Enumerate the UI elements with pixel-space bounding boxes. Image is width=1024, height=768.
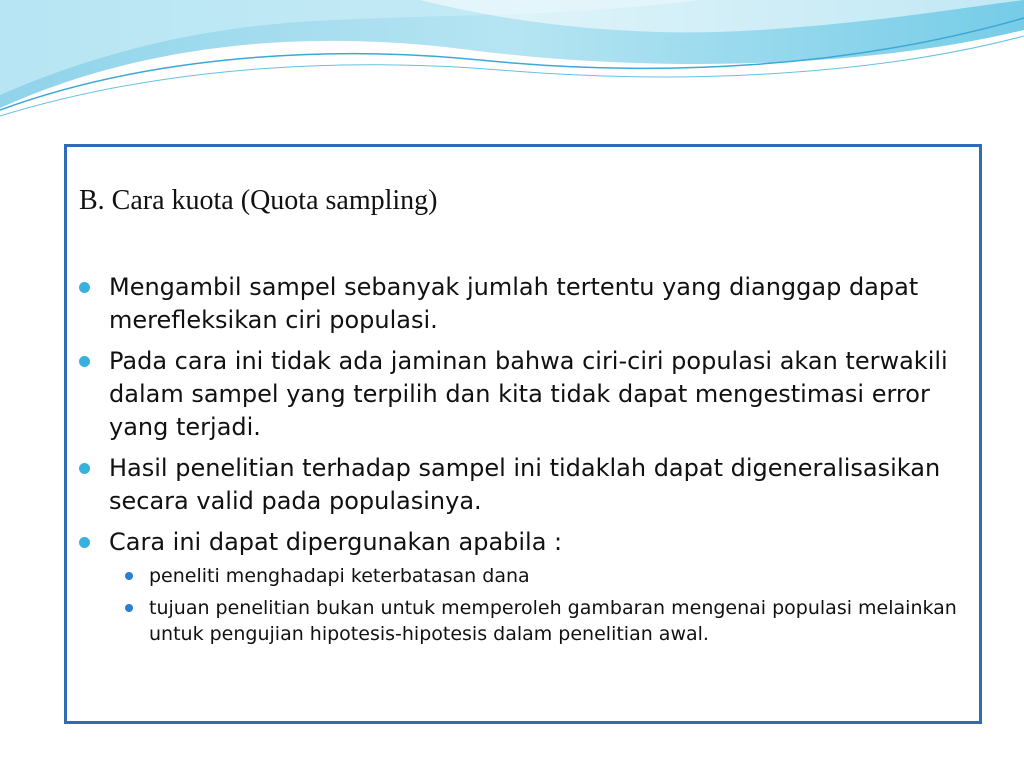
sub-bullet-item: peneliti menghadapi keterbatasan dana xyxy=(109,563,967,589)
bullet-item-label: Cara ini dapat dipergunakan apabila : xyxy=(109,528,563,556)
bullet-list xyxy=(67,271,967,655)
sub-bullet-list xyxy=(109,563,967,647)
header-wave-decoration xyxy=(0,0,1024,130)
bullet-item: Pada cara ini tidak ada jaminan bahwa ciri-ciri populasi akan terwakili dalam sampel yang terpilih dan kita tidak dapat mengestimasi error yang terjadi. xyxy=(67,345,967,444)
bullet-item: Hasil penelitian terhadap sampel ini tidaklah dapat digeneralisasikan secara valid pada populasinya. xyxy=(67,452,967,518)
slide-heading: B. Cara kuota (Quota sampling) xyxy=(79,185,438,216)
content-box xyxy=(64,144,982,724)
bullet-item-with-subitems xyxy=(67,526,967,647)
sub-bullet-item: tujuan penelitian bukan untuk memperoleh gambaran mengenai populasi melainkan untuk pengujian hipotesis-hipotesis dalam penelitian awal. xyxy=(109,595,967,647)
bullet-item: Mengambil sampel sebanyak jumlah tertentu yang dianggap dapat merefleksikan ciri populasi. xyxy=(67,271,967,337)
